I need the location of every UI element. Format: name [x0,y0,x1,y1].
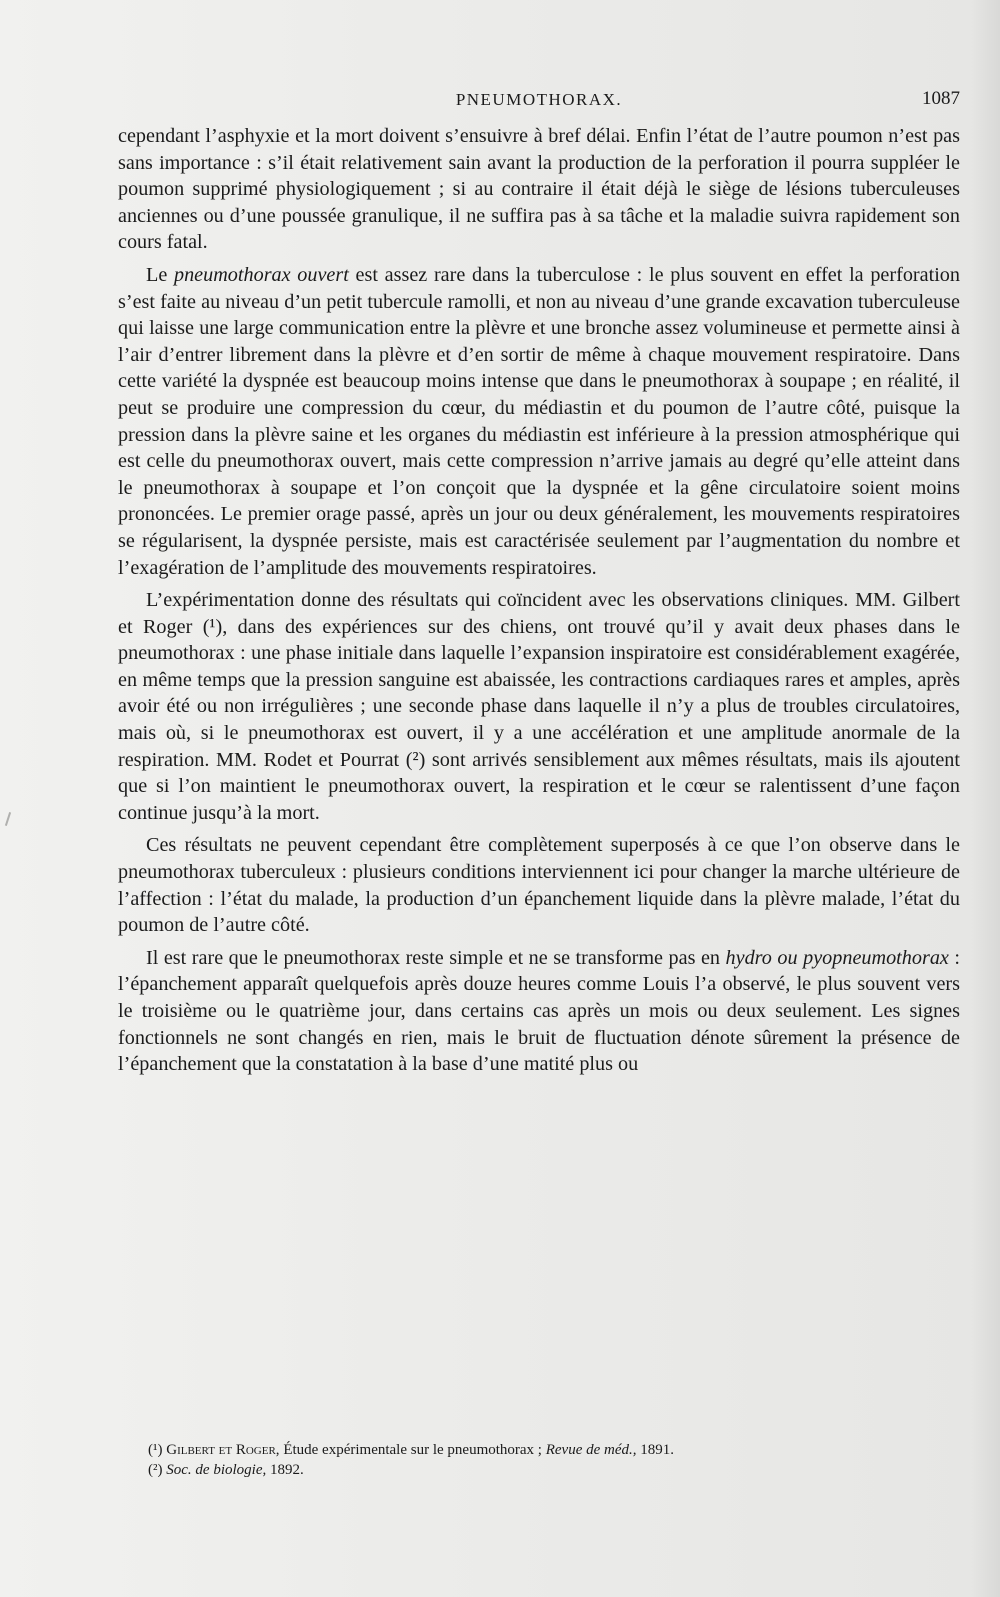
footnote-year: 1891. [636,1442,675,1458]
running-title: PNEUMOTHORAX. [455,90,623,109]
paragraph [118,587,960,826]
footnotes [148,1440,948,1480]
emphasis: pneumothorax ouvert [173,263,349,286]
paragraph [118,832,960,938]
paragraph [118,123,960,256]
footnote-year: 1892. [266,1462,304,1478]
footnote [148,1440,948,1460]
body-text [118,123,960,1084]
paragraph-text: cependant l’asphyxie et la mort doivent s’ensuivre à bref délai. Enfin l’état de l’autre poumon n’est pas sans importance : s’il était relativement sain avant la production de la perforation il pourra suppléer le poumon supprimé physiologiquement ; si au contraire il était déjà le siège de lésions tuberculeuses anciennes ou d’une poussée granulique, il ne suffira pas à sa tâche et la maladie suivra rapidement son cours fatal. [118,125,960,254]
page-number: 1087 [922,88,960,109]
paragraph [118,945,960,1078]
page-edge-shadow [970,0,1000,1597]
footnote-source: Soc. de biologie, [166,1462,267,1478]
paragraph-text: est assez rare dans la tuberculose : le plus souvent en effet la perforation s’est faite au niveau d’un petit tubercule ramolli, et non au niveau d’une grande excavation tuberculeuse qui laisse une large communication entre la plèvre et une bronche assez volumineuse et permette ainsi à l’air d’entrer librement dans la plèvre et d’en sortir de même à chaque mouvement respiratoire. Dans cette variété la dyspnée est beaucoup moins intense que dans le pneumothorax à soupape ; en réalité, il peut se produire une compression du cœur, du médiastin et du poumon de l’autre côté, puisque la pression dans la plèvre saine et les organes du médiastin est inférieure à la pression atmosphérique qui est celle du pneumothorax ouvert, mais cette compression n’arrive jamais au degré qu’elle atteint dans le pneumothorax à soupape et l’on conçoit que la dyspnée et la gêne circulatoire soient moins prononcées. Le premier orage passé, après un jour ou deux généralement, les mouvements respiratoires se régularisent, la dyspnée persiste, mais est caractérisée seulement par l’augmentation du nombre et l’exagération de l’amplitude des mouvements respiratoires. [118,263,960,579]
paragraph [118,262,960,581]
footnote-text: Étude expérimentale sur le pneumothorax ; [279,1442,546,1458]
page-header [118,90,960,114]
paragraph-lead: Il est rare que le pneumothorax reste simple et ne se transforme pas en [146,946,726,969]
emphasis: hydro ou pyopneumothorax [725,946,949,969]
footnote [148,1460,948,1480]
footnote-mark: (²) [148,1462,163,1478]
paragraph-text: : l’épanchement apparaît quelquefois après douze heures comme Louis l’a observé, le plus souvent vers le troisième ou le quatrième jour, dans certains cas après un mois ou deux seulement. Les signes fonctionnels ne sont changés en rien, mais le bruit de fluctuation dénote sûrement la présence de l’épanchement que la constatation à la base d’une matité plus ou [118,946,961,1076]
paragraph-lead: Le [146,263,174,286]
footnote-authors: Gilbert et Roger, [166,1442,280,1458]
footnote-source: Revue de méd., [545,1442,637,1458]
margin-mark [5,812,11,826]
footnote-mark: (¹) [148,1442,163,1458]
paragraph-text: Ces résultats ne peuvent cependant être complètement superposés à ce que l’on observe dans le pneumothorax tuberculeux : plusieurs conditions interviennent ici pour changer la marche ultérieure de l’affection : l’état du malade, la production d’un épanchement liquide dans la plèvre malade, l’état du poumon de l’autre côté. [118,834,960,937]
paragraph-text: L’expérimentation donne des résultats qui coïncident avec les observations cliniques. MM. Gilbert et Roger (¹), dans des expériences sur des chiens, ont trouvé qu’il y avait deux phases dans le pneumothorax : une phase initiale dans laquelle l’expansion inspiratoire est considérablement exagérée, en même temps que la pression sanguine est abaissée, les contractions cardiaques rares et amples, après avoir été ou non irrégulières ; une seconde phase dans laquelle il n’y a plus de troubles circulatoires, mais où, si le pneumothorax est ouvert, il y a une accélération et une amplitude anormale de la respiration. MM. Rodet et Pourrat (²) sont arrivés sensiblement aux mêmes résultats, mais ils ajoutent que si l’on maintient le pneumothorax ouvert, la respiration et le cœur se ralentissent d’une façon continue jusqu’à la mort. [118,589,960,824]
